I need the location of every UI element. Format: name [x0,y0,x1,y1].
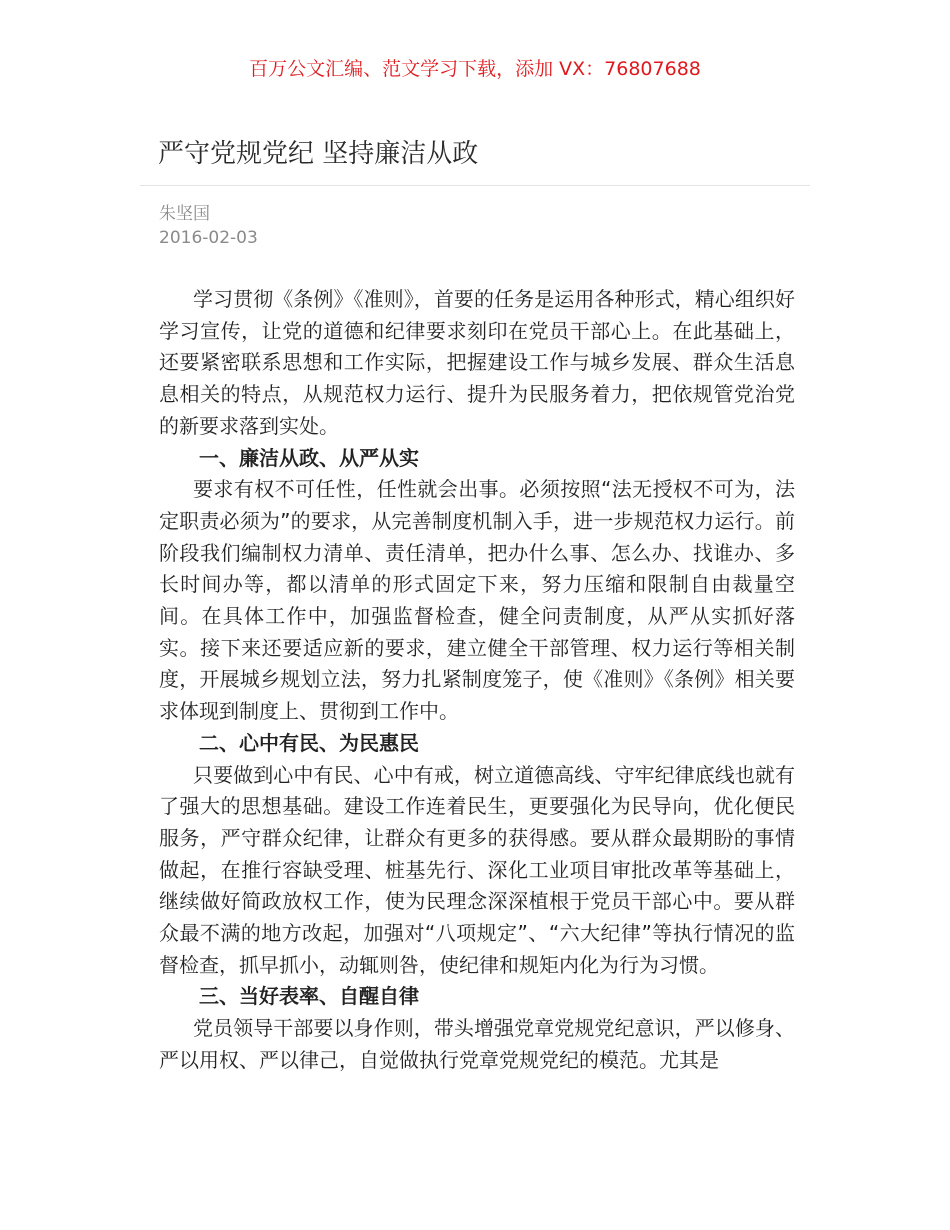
article-date: 2016-02-03 [159,228,258,248]
section-heading: 二、心中有民、为民惠民 [199,730,419,755]
promo-banner: 百万公文汇编、范文学习下载，添加 VX：76807688 [249,58,701,80]
section-heading: 一、廉洁从政、从严从实 [199,445,419,470]
article-title: 严守党规党纪 坚持廉洁从政 [158,139,479,169]
article-body [159,284,795,1077]
body-paragraph: 党员领导干部要以身作则，带头增强党章党规党纪意识，严以修身、严以用权、严以律己，自觉做执行党章党规党纪的模范。尤其是 [159,1016,795,1072]
body-paragraph: 学习贯彻《条例》《准则》，首要的任务是运用各种形式，精心组织好学习宣传，让党的道德和纪律要求刻印在党员干部心上。在此基础上，还要紧密联系思想和工作实际，把握建设工作与城乡发展、群众生活息息相关的特点，从规范权力运行、提升为民服务着力，把依规管党治党的新要求落到实处。 [159,287,795,438]
body-paragraph: 要求有权不可任性，任性就会出事。必须按照“法无授权不可为，法定职责必须为”的要求，从完善制度机制入手，进一步规范权力运行。前阶段我们编制权力清单、责任清单，把办什么事、怎么办、找谁办、多长时间办等，都以清单的形式固定下来，努力压缩和限制自由裁量空间。在具体工作中，加强监督检查，健全问责制度，从严从实抓好落实。接下来还要适应新的要求，建立健全干部管理、权力运行等相关制度，开展城乡规划立法，努力扎紧制度笼子，使《准则》《条例》相关要求体现到制度上、贯彻到工作中。 [159,477,795,724]
article-author: 朱坚国 [159,204,210,224]
body-paragraph: 只要做到心中有民、心中有戒，树立道德高线、守牢纪律底线也就有了强大的思想基础。建设工作连着民生，更要强化为民导向，优化便民服务，严守群众纪律，让群众有更多的获得感。要从群众最期盼的事情做起，在推行容缺受理、桩基先行、深化工业项目审批改革等基础上，继续做好简政放权工作，使为民理念深深植根于党员干部心中。要从群众最不满的地方改起，加强对“八项规定”、“六大纪律”等执行情况的监督检查，抓早抓小，动辄则咎，使纪律和规矩内化为行为习惯。 [159,762,795,977]
title-divider [140,185,810,186]
section-heading: 三、当好表率、自醒自律 [199,984,419,1009]
